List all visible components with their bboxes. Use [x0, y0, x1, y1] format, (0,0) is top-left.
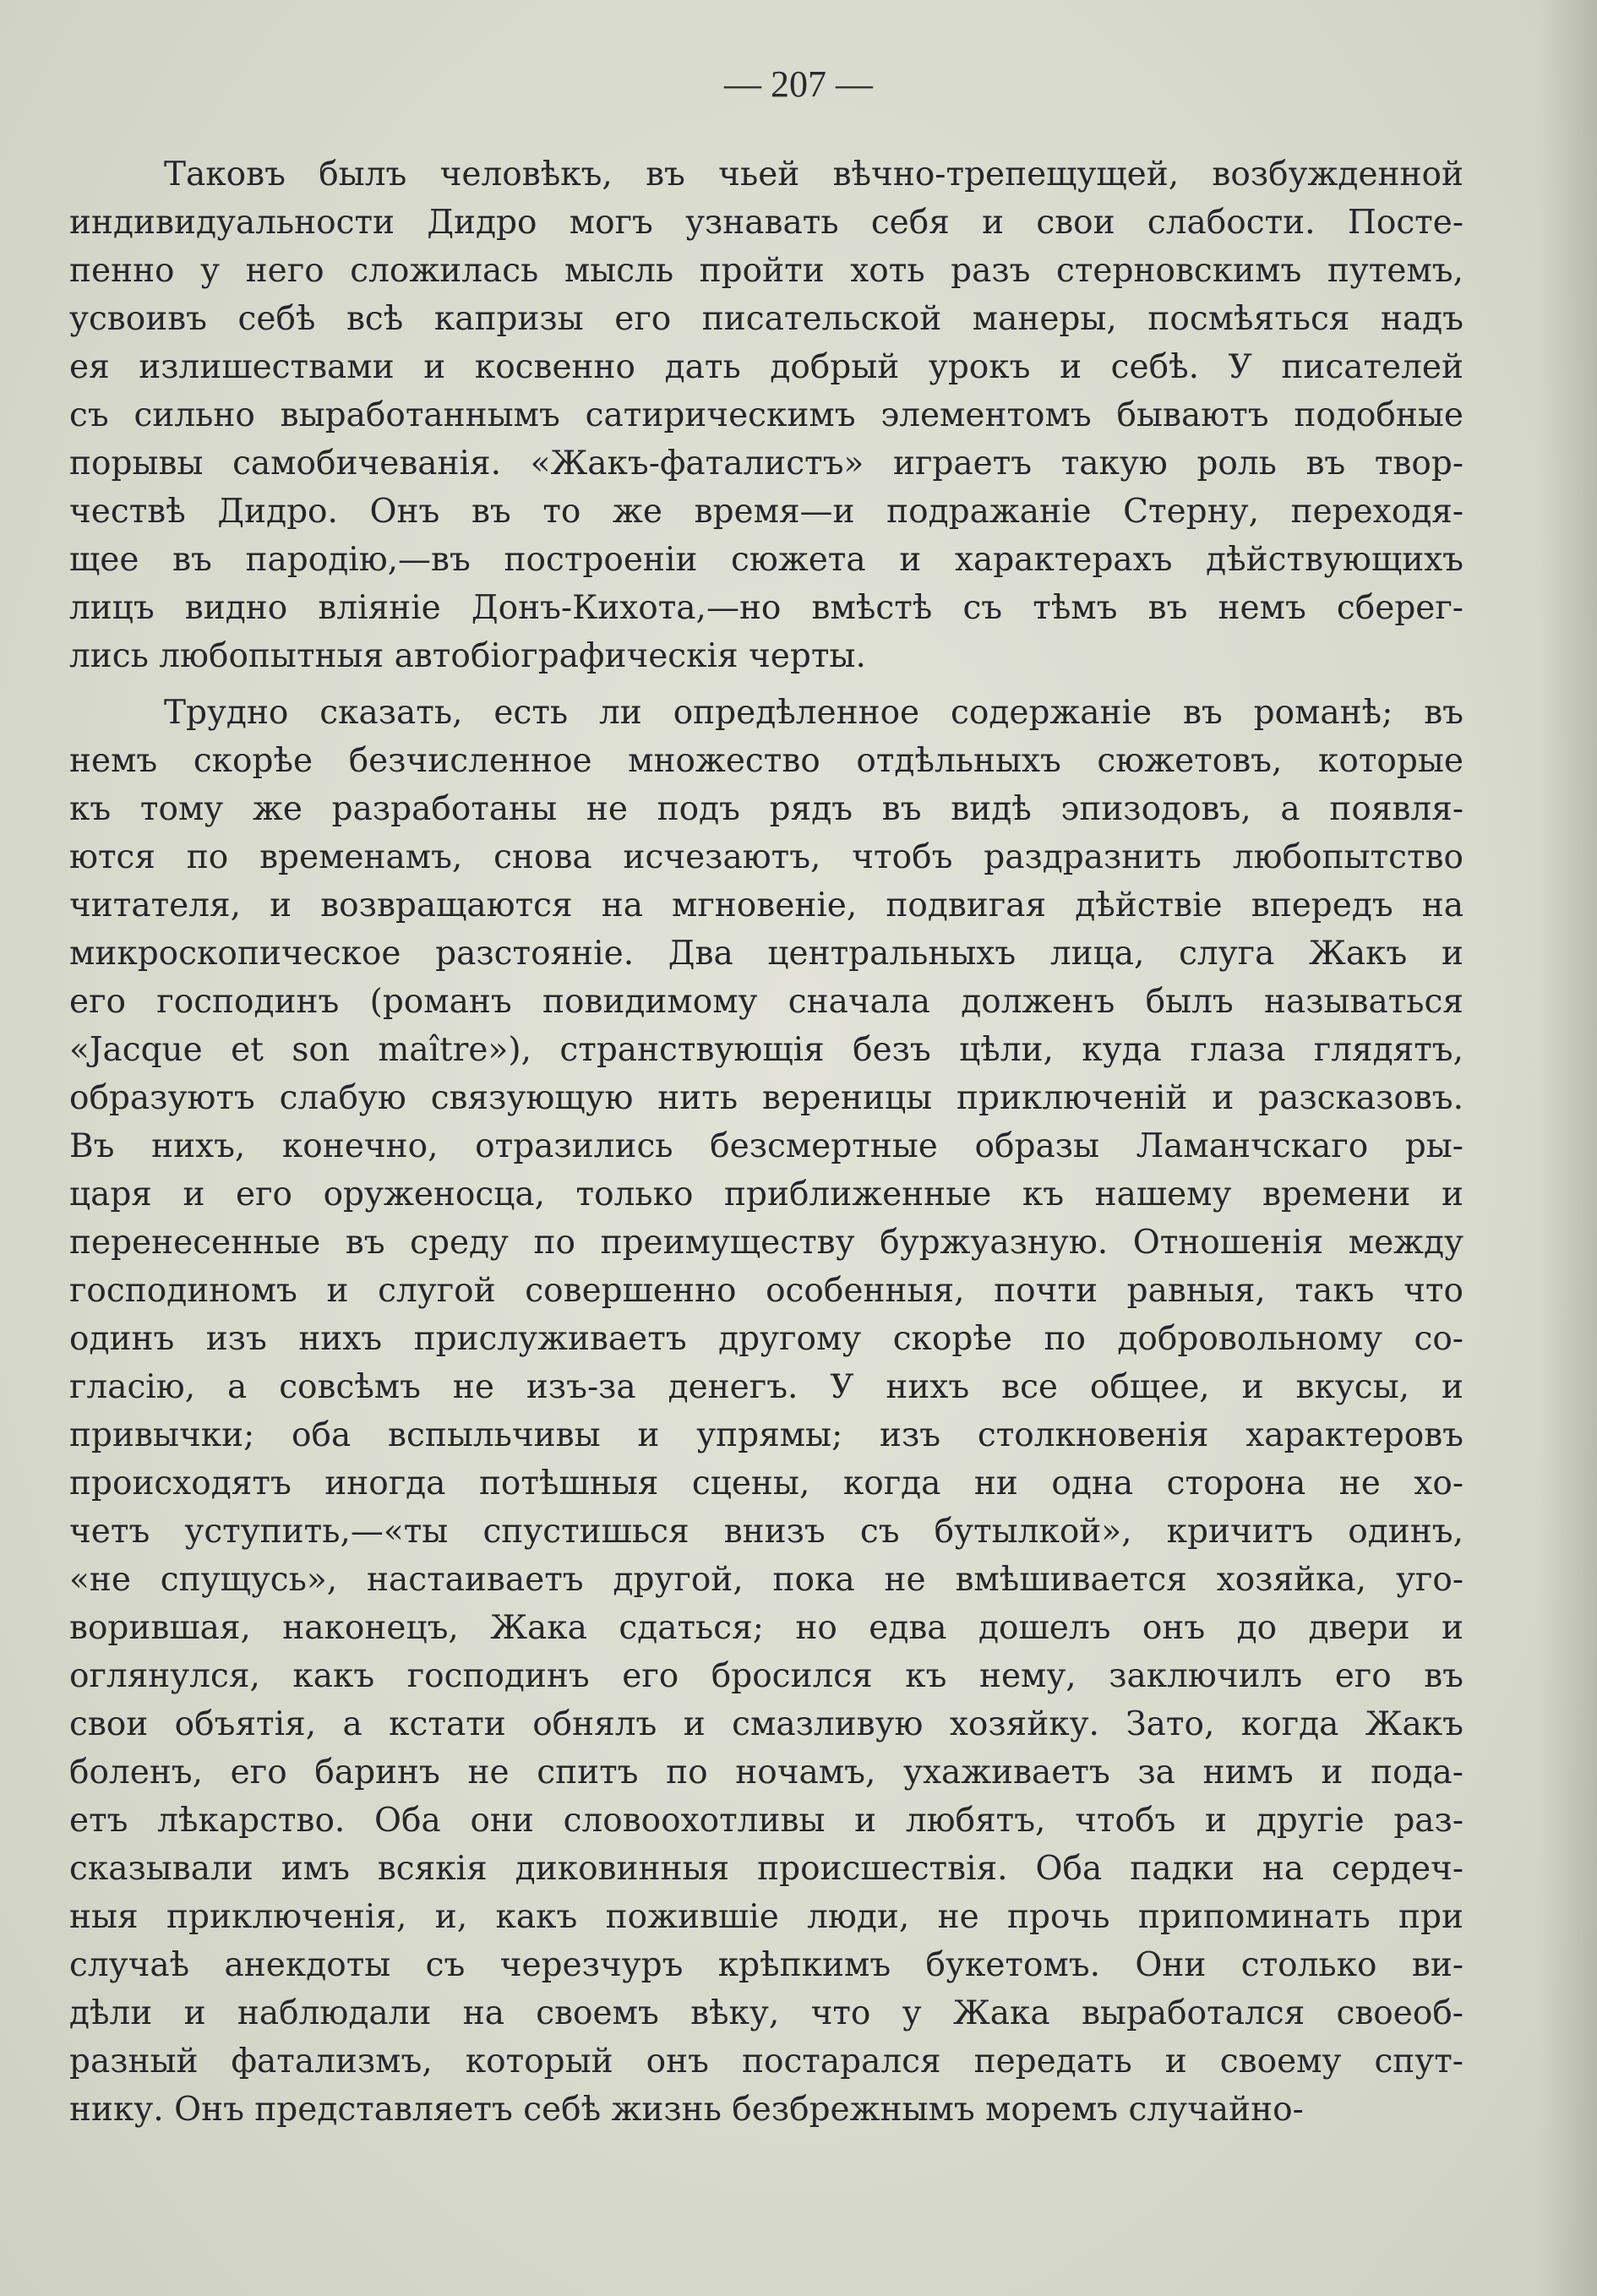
- text-line: лись любопытныя автобіографическія черты.: [69, 637, 866, 675]
- text-line: случаѣ анекдоты съ черезчуръ крѣпкимъ букетомъ. Они столько ви-: [69, 1946, 1463, 1984]
- text-line: свои объятія, а кстати обнялъ и смазливую хозяйку. Зато, когда Жакъ: [69, 1705, 1463, 1743]
- page-edge-shadow: [1538, 0, 1597, 2296]
- text-line: етъ лѣкарство. Оба они словоохотливы и любятъ, чтобъ и другіе раз-: [69, 1802, 1463, 1840]
- text-line: господиномъ и слугой совершенно особенныя, почти равныя, такъ что: [69, 1272, 1463, 1310]
- paragraph-gap: [69, 680, 1463, 689]
- text-line: къ тому же разработаны не подъ рядъ въ видѣ эпизодовъ, а появля-: [69, 790, 1463, 828]
- text-line: чествѣ Дидро. Онъ въ то же время—и подражаніе Стерну, переходя-: [69, 493, 1463, 531]
- text-line: его господинъ (романъ повидимому сначала долженъ былъ называться: [69, 983, 1463, 1021]
- paragraph: [69, 150, 1463, 680]
- text-line: лицъ видно вліяніе Донъ-Кихота,—но вмѣстѣ съ тѣмъ въ немъ сберег-: [69, 589, 1463, 627]
- text-line: дѣли и наблюдали на своемъ вѣку, что у Жака выработался своеоб-: [69, 1994, 1463, 2032]
- text-line: происходятъ иногда потѣшныя сцены, когда ни одна сторона не хо-: [69, 1464, 1463, 1502]
- text-line: ныя приключенія, и, какъ пожившіе люди, не прочь припоминать при: [69, 1898, 1463, 1936]
- text-line: читателя, и возвращаются на мгновеніе, подвигая дѣйствіе впередъ на: [69, 886, 1463, 924]
- paragraph: [69, 689, 1463, 2134]
- text-line: «Jacque et son maître»), странствующія безъ цѣли, куда глаза глядятъ,: [69, 1031, 1463, 1069]
- text-line: щее въ пародію,—въ построеніи сюжета и характерахъ дѣйствующихъ: [69, 541, 1463, 579]
- text-line: Таковъ былъ человѣкъ, въ чьей вѣчно-трепещущей, возбужденной: [164, 155, 1463, 194]
- text-line: сказывали имъ всякія диковинныя происшествія. Оба падки на сердеч-: [69, 1850, 1463, 1888]
- text-line: образуютъ слабую связующую нить вереницы приключеній и разсказовъ.: [69, 1079, 1463, 1117]
- text-line: усвоивъ себѣ всѣ капризы его писательской манеры, посмѣяться надъ: [69, 300, 1463, 338]
- page-number: — 207 —: [724, 63, 873, 105]
- text-line: привычки; оба вспыльчивы и упрямы; изъ столкновенія характеровъ: [69, 1416, 1463, 1454]
- text-line: индивидуальности Дидро могъ узнавать себя и свои слабости. Посте-: [69, 204, 1463, 242]
- text-line: одинъ изъ нихъ прислуживаетъ другому скорѣе по добровольному со-: [69, 1320, 1463, 1358]
- text-line: ворившая, наконецъ, Жака сдаться; но едва дошелъ онъ до двери и: [69, 1609, 1463, 1647]
- text-line: четъ уступить,—«ты спустишься внизъ съ бутылкой», кричитъ одинъ,: [69, 1513, 1463, 1551]
- text-line: нику. Онъ представляетъ себѣ жизнь безбрежнымъ моремъ случайно-: [69, 2091, 1304, 2129]
- text-line: «не спущусь», настаиваетъ другой, пока не вмѣшивается хозяйка, уго-: [69, 1561, 1463, 1599]
- text-line: Трудно сказать, есть ли опредѣленное содержаніе въ романѣ; въ: [164, 694, 1463, 732]
- text-line: разный фатализмъ, который онъ постарался передать и своему спут-: [69, 2042, 1463, 2081]
- text-line: пенно у него сложилась мысль пройти хоть разъ стерновскимъ путемъ,: [69, 252, 1463, 290]
- text-line: ея излишествами и косвенно дать добрый урокъ и себѣ. У писателей: [69, 348, 1463, 386]
- text-line: микроскопическое разстояніе. Два центральныхъ лица, слуга Жакъ и: [69, 935, 1463, 973]
- text-line: съ сильно выработаннымъ сатирическимъ элементомъ бываютъ подобные: [69, 396, 1463, 434]
- text-line: ются по временамъ, снова исчезаютъ, чтобъ раздразнить любопытство: [69, 838, 1463, 876]
- text-body: [69, 150, 1463, 2134]
- text-line: царя и его оруженосца, только приближенные къ нашему времени и: [69, 1175, 1463, 1213]
- text-line: перенесенные въ среду по преимуществу буржуазную. Отношенія между: [69, 1224, 1463, 1262]
- text-line: оглянулся, какъ господинъ его бросился къ нему, заключилъ его въ: [69, 1657, 1463, 1695]
- text-line: Въ нихъ, конечно, отразились безсмертные образы Ламанчскаго ры-: [69, 1127, 1463, 1165]
- text-line: порывы самобичеванія. «Жакъ-фаталистъ» играетъ такую роль въ твор-: [69, 444, 1463, 483]
- text-line: немъ скорѣе безчисленное множество отдѣльныхъ сюжетовъ, которые: [69, 742, 1463, 780]
- text-line: гласію, а совсѣмъ не изъ-за денегъ. У нихъ все общее, и вкусы, и: [69, 1368, 1463, 1406]
- text-line: боленъ, его баринъ не спитъ по ночамъ, ухаживаетъ за нимъ и пода-: [69, 1753, 1463, 1792]
